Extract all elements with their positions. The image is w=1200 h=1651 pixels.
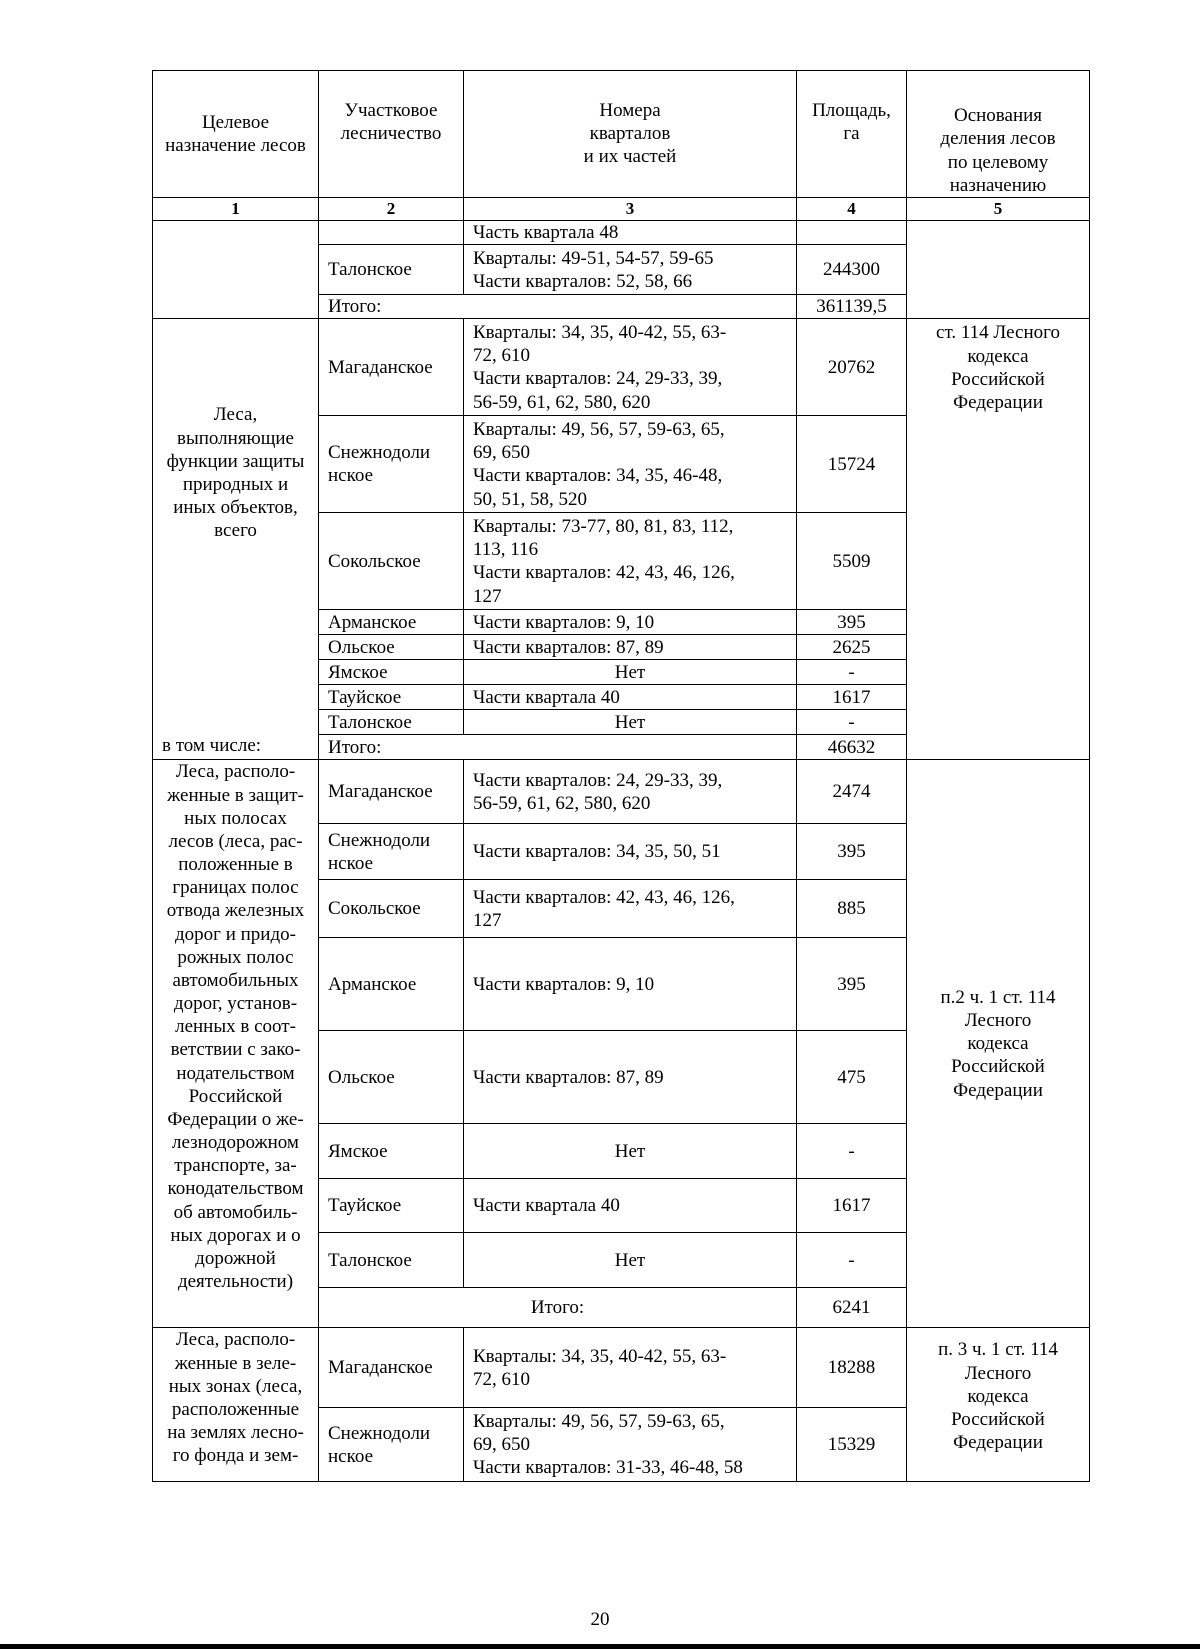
text-line: Части кварталов: 34, 35, 46-48,	[473, 465, 723, 487]
text-line: Федерации	[953, 1432, 1043, 1454]
column-number: 5	[907, 198, 1090, 221]
column-number: 3	[464, 198, 797, 221]
category-text	[162, 403, 309, 542]
text-line: Части кварталов: 42, 43, 46, 126,	[473, 562, 735, 584]
area-cell: 15329	[797, 1408, 907, 1482]
header-basis	[907, 71, 1090, 198]
total-area: 46632	[797, 735, 907, 760]
quarters-cell	[464, 1408, 797, 1482]
forestry-cell: Талонское	[319, 1233, 464, 1288]
text-line: 113, 116	[473, 539, 539, 561]
forestry-cell: Снежнодоли нское	[319, 1408, 464, 1482]
text-line: лезнодорожном	[172, 1132, 299, 1154]
total-label: Итого:	[319, 295, 797, 319]
quarters-cell	[464, 1031, 797, 1124]
table-row	[153, 319, 1090, 416]
text-line: Леса, располо-	[175, 761, 296, 783]
quarters-cell	[464, 1179, 797, 1233]
text-line: иных объектов,	[173, 497, 298, 519]
forestry-cell: Талонское	[319, 710, 464, 735]
area-cell: 475	[797, 1031, 907, 1124]
text-line: 72, 610	[473, 345, 530, 367]
text-line: Федерации о же-	[167, 1108, 304, 1130]
area-cell: 244300	[797, 245, 907, 295]
text-line: Части кварталов: 42, 43, 46, 126,	[473, 886, 735, 908]
area-cell: -	[797, 660, 907, 685]
area-cell: 395	[797, 824, 907, 880]
quarters-cell	[464, 685, 797, 710]
area-cell: 1617	[797, 685, 907, 710]
category-cell	[153, 760, 319, 1328]
text-line: границах полос	[172, 877, 299, 899]
text-line: назначению	[949, 174, 1047, 196]
table-row	[153, 760, 1090, 824]
text-line: об автомобиль-	[173, 1201, 298, 1223]
quarters-cell	[464, 1233, 797, 1288]
forestry-cell: Талонское	[319, 245, 464, 295]
text-line: Номера	[599, 100, 661, 121]
text-line: 56-59, 61, 62, 580, 620	[473, 391, 651, 413]
text-line: на землях лесно-	[167, 1422, 304, 1444]
text-line: п. 3 ч. 1 ст. 114	[938, 1339, 1058, 1361]
forestry-cell: Ямское	[319, 660, 464, 685]
quarters-cell	[464, 1328, 797, 1408]
quarters-cell	[464, 760, 797, 824]
text-line: Российской	[188, 1085, 283, 1107]
text-line: кодекса	[967, 345, 1029, 367]
quarters-cell	[464, 710, 797, 735]
forestry-cell: Сокольское	[319, 513, 464, 610]
forest-purpose-table	[152, 70, 1090, 1482]
category-cell	[153, 319, 319, 760]
text-line: Российской	[951, 368, 1045, 390]
text-line: 50, 51, 58, 520	[473, 488, 587, 510]
category-subtitle: в том числе:	[162, 735, 262, 757]
basis-cell	[907, 760, 1090, 1328]
text-line: кодекса	[967, 1385, 1029, 1407]
text-line: Леса, располо-	[175, 1329, 296, 1351]
text-line: 69, 650	[473, 1434, 530, 1456]
forestry-cell: Ямское	[319, 1124, 464, 1179]
forestry-cell: Ольское	[319, 1031, 464, 1124]
text-line: го фонда и зем-	[172, 1445, 299, 1467]
text-line: женные в защит-	[167, 784, 304, 806]
text-line: 127	[473, 585, 502, 607]
quarters-cell	[464, 635, 797, 660]
text-line: Российской	[951, 1056, 1045, 1078]
total-label: Итого:	[319, 1288, 797, 1328]
quarters-cell	[464, 513, 797, 610]
text-line: 56-59, 61, 62, 580, 620	[473, 792, 651, 814]
text-line: лесов (леса, рас-	[168, 830, 303, 852]
text-line: Части квартала 40	[473, 686, 620, 708]
quarters-cell: Часть квартала 48	[464, 221, 797, 245]
quarters-cell	[464, 319, 797, 416]
text-line: ных дорогах и о	[170, 1224, 301, 1246]
text-line: Кварталы: 34, 35, 40-42, 55, 63-	[473, 1345, 727, 1367]
column-number: 4	[797, 198, 907, 221]
text-line: ных полосах	[184, 807, 287, 829]
forestry-cell: Сокольское	[319, 880, 464, 938]
quarters-cell	[464, 824, 797, 880]
total-area: 361139,5	[797, 295, 907, 319]
basis-cell	[907, 1328, 1090, 1482]
text-line: Кварталы: 34, 35, 40-42, 55, 63-	[473, 322, 727, 343]
area-cell: 15724	[797, 416, 907, 513]
text-line: дорог, установ-	[173, 993, 298, 1015]
area-cell: 20762	[797, 319, 907, 416]
text-line: рожных полос	[177, 946, 294, 968]
text-line: Лесного	[964, 1362, 1032, 1384]
text-line: Федерации	[953, 1079, 1043, 1101]
header-area	[797, 71, 907, 198]
column-number: 2	[319, 198, 464, 221]
page-number: 20	[590, 1609, 610, 1630]
text-line: ных зонах (леса,	[168, 1375, 303, 1397]
bottom-rule	[0, 1644, 1200, 1649]
text-line: Кварталы: 49, 56, 57, 59-63, 65,	[473, 1411, 725, 1433]
text-line: Части кварталов: 34, 35, 50, 51	[473, 841, 721, 863]
area-cell: 18288	[797, 1328, 907, 1408]
quarters-cell	[464, 1124, 797, 1179]
area-cell: -	[797, 1124, 907, 1179]
area-cell: 885	[797, 880, 907, 938]
text-line: Кварталы: 73-77, 80, 81, 83, 112,	[473, 516, 734, 537]
text-line: Площадь,	[812, 100, 891, 121]
text-line: Части кварталов: 87, 89	[473, 1066, 664, 1088]
area-cell: 395	[797, 610, 907, 635]
quarters-cell	[464, 880, 797, 938]
forestry-cell: Арманское	[319, 610, 464, 635]
text-line: 127	[473, 909, 502, 931]
total-area: 6241	[797, 1288, 907, 1328]
forestry-cell: Снежнодоли нское	[319, 416, 464, 513]
forestry-cell-empty	[319, 221, 464, 245]
forestry-cell: Тауйское	[319, 685, 464, 710]
column-number: 1	[153, 198, 319, 221]
area-cell: 1617	[797, 1179, 907, 1233]
text-line: Части кварталов: 87, 89	[473, 636, 664, 658]
basis-cell	[907, 319, 1090, 760]
column-number-row	[153, 198, 1090, 221]
text-line: кодекса	[967, 1033, 1029, 1055]
text-line: га	[843, 123, 860, 145]
header-row	[153, 71, 1090, 198]
text-line: ленных в соот-	[175, 1016, 296, 1038]
table-row	[153, 1328, 1090, 1408]
header-quarters	[464, 71, 797, 198]
text-line: Части кварталов: 31-33, 46-48, 58	[473, 1457, 743, 1479]
text-line: и их частей	[583, 146, 677, 168]
text-line: Части кварталов: 24, 29-33, 39,	[473, 769, 723, 791]
text-line: автомобильных	[172, 969, 299, 991]
text-line: Части кварталов: 9, 10	[473, 973, 655, 995]
text-line: женные в зеле-	[174, 1352, 297, 1374]
quarters-cell	[464, 938, 797, 1031]
quarters-cell	[464, 610, 797, 635]
text-line: Нет	[614, 711, 646, 733]
forestry-cell: Магаданское	[319, 1328, 464, 1408]
area-cell: 5509	[797, 513, 907, 610]
text-line: по целевому	[947, 151, 1049, 173]
text-line: Кварталы: 49, 56, 57, 59-63, 65,	[473, 419, 725, 440]
text-line: Части квартала 40	[473, 1195, 620, 1217]
header-purpose: Целевое назначение лесов	[153, 71, 319, 198]
text-line: Лесного	[964, 1010, 1032, 1032]
text-line: Нет	[614, 661, 646, 683]
category-cell-empty	[153, 221, 319, 319]
text-line: Федерации	[953, 391, 1043, 413]
area-cell: 395	[797, 938, 907, 1031]
text-line: конодательством	[167, 1178, 304, 1200]
text-line: деятельности)	[177, 1271, 294, 1293]
text-line: отвода железных	[166, 900, 305, 922]
text-line: функции защиты	[166, 450, 305, 472]
forestry-cell: Снежнодоли нское	[319, 824, 464, 880]
area-cell: -	[797, 1233, 907, 1288]
category-cell	[153, 1328, 319, 1482]
quarters-cell	[464, 416, 797, 513]
area-cell: 2625	[797, 635, 907, 660]
text-line: Части кварталов: 52, 58, 66	[473, 270, 693, 292]
forestry-cell: Магаданское	[319, 760, 464, 824]
text-line: деления лесов	[940, 128, 1056, 150]
forestry-cell: Ольское	[319, 635, 464, 660]
text-line: 69, 650	[473, 442, 530, 464]
text-line: положенные в	[178, 854, 293, 876]
text-line: Части кварталов: 9, 10	[473, 611, 655, 633]
text-line: нодательством	[176, 1062, 295, 1084]
text-line: Российской	[951, 1408, 1045, 1430]
text-line: кварталов	[589, 123, 671, 145]
quarters-cell	[464, 660, 797, 685]
header-forestry: Участковое лесничество	[319, 71, 464, 198]
text-line: природных и	[182, 473, 289, 495]
text-line: Нет	[614, 1249, 646, 1271]
forestry-cell: Тауйское	[319, 1179, 464, 1233]
text-line: ст. 114 Лесного	[936, 322, 1060, 344]
total-label: Итого:	[319, 735, 797, 760]
text-line: 72, 610	[473, 1368, 530, 1390]
area-cell: -	[797, 710, 907, 735]
area-cell-empty	[797, 221, 907, 245]
text-line: Кварталы: 49-51, 54-57, 59-65	[473, 247, 714, 269]
text-line: дорожной	[195, 1247, 276, 1269]
text-line: транспорте, за-	[174, 1155, 297, 1177]
text-line: Нет	[614, 1140, 646, 1162]
text-line: всего	[214, 520, 257, 542]
text-line: выполняющие	[177, 427, 294, 449]
text-line: дорог и придо-	[175, 923, 296, 945]
text-line: Части кварталов: 24, 29-33, 39,	[473, 368, 723, 390]
area-cell: 2474	[797, 760, 907, 824]
forestry-cell: Арманское	[319, 938, 464, 1031]
table-row	[153, 221, 1090, 245]
text-line: п.2 ч. 1 ст. 114	[940, 986, 1056, 1008]
text-line: Леса,	[213, 404, 258, 426]
forestry-cell: Магаданское	[319, 319, 464, 416]
text-line: ветствии с зако-	[170, 1039, 301, 1061]
text-line: расположенные	[171, 1398, 300, 1420]
basis-cell-empty	[907, 221, 1090, 319]
quarters-cell	[464, 245, 797, 295]
text-line: Основания	[953, 105, 1043, 127]
